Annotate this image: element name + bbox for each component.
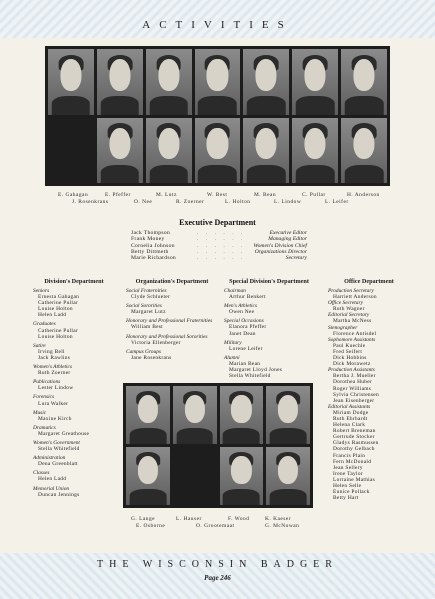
portrait-photo [195,118,241,184]
category-label: Military [224,339,242,346]
category-label: Editorial Secretary [328,312,370,319]
category-label: Stenographer [328,324,358,331]
page-title: ACTIVITIES [142,19,293,31]
staff-name: Harriett Anderson [333,294,377,301]
bottom-photo-panel [123,383,313,508]
category-label: Women's Government [33,439,80,446]
category-label: Production Secretary [328,288,374,294]
portrait-photo [97,49,143,115]
category-label: Editorial Assistants [328,403,371,410]
staff-name: Louise Holton [38,306,73,313]
staff-name: Dorothy Gelbach [333,446,375,453]
category-label: Administration [33,455,66,462]
category-label: Alumni [224,354,240,361]
portrait-photo [126,447,170,505]
category-label: Graduates [33,321,56,328]
staff-name: Betty Hart [333,495,359,502]
category-label: Women's Athletics [33,364,73,371]
staff-name: Ruth Ehrhardt [333,415,368,422]
portrait-photo [292,118,338,184]
staff-name: Clyde Schlueter [131,294,171,301]
category-label: Honorary and Professional Sororities [126,333,208,340]
executive-row: Marie Richardson . . . . . . Secretary [131,255,307,262]
staff-name: Janet Dean [229,330,256,337]
category-label: Seniors [33,288,50,294]
staff-name: Marian Bean [229,360,261,367]
staff-name: Lura Walker [38,400,69,407]
column-special-divisions [224,278,314,382]
portrait-photo [341,49,387,115]
column-heading: Organization's Department [135,278,209,285]
column-divisions [33,278,115,501]
staff-name: Dena Greenblatt [38,461,78,468]
staff-name: Margaret Greathouse [38,430,90,437]
category-label: Classes [33,470,50,477]
staff-name: Irene Taylor [333,470,363,477]
staff-name: Duncan Jennings [38,491,80,498]
staff-name: Fern McDonald [333,458,372,465]
staff-name: Dick Hobbins [333,355,367,362]
top-photo-panel [45,46,390,186]
portrait-photo [146,118,192,184]
staff-name: Helen Selle [333,483,362,489]
staff-name: Gladys Rasmussen [333,440,379,447]
footer-title: THE WISCONSIN BADGER [97,559,338,570]
staff-name: Stella Whitefield [38,446,80,453]
staff-name: Lorene Leifer [229,345,263,352]
staff-name: Lester Lindow [38,385,74,392]
category-label: Satire [33,342,46,349]
category-label: Social Sororities [126,303,162,310]
staff-name: Roger Williams [333,385,372,392]
portrait-photo [266,386,310,444]
executive-row: Betty Dittmeth . . . . . . Organizations Director [131,248,307,255]
staff-name: Bertha J. Mueller [333,373,376,380]
executive-row: Cornelia Johnson . . . . . . Women's Division Chief [131,242,307,249]
column-heading: Special Division's Department [229,278,309,285]
column-heading: Office Department [344,278,394,285]
category-label: Music [33,409,47,416]
column-heading: Division's Department [44,278,104,285]
staff-name: Miriam Dodge [333,409,369,416]
portrait-photo [97,118,143,184]
staff-name: Jack Rawlins [38,354,71,361]
category-label: Sophomore Assistants [328,336,376,343]
staff-name: Owen Nee [229,309,255,316]
category-label: Men's Athletics [224,303,257,310]
staff-name: Helena Clark [333,422,366,429]
staff-name: Arthur Benkert [229,294,266,301]
staff-name: Florence Antisdel [333,330,377,337]
column-organizations [126,278,218,364]
portrait-photo [243,49,289,115]
staff-name: Francis Plain [333,452,366,459]
category-label: Production Assistants [328,367,375,374]
staff-name: Catherine Pullar [38,327,78,334]
portrait-photo [341,118,387,184]
staff-name: Helen Ladd [38,312,67,319]
portrait-photo [173,386,217,444]
executive-row: Jack Thompson . . . . . . Executive Editor [131,230,307,236]
category-label: Honorary and Professional Fraternities [126,318,213,325]
staff-name: Ruth Wagner [333,306,365,313]
category-label: Social Fraternities [126,288,167,294]
portrait-photo [126,386,170,444]
portrait-photo [220,386,264,444]
category-label: Publications [33,379,61,386]
staff-name: Martha McNess [333,318,372,325]
executive-heading: Executive Department [179,218,256,227]
staff-name: Jean Sellery [333,464,363,471]
staff-name: Sylvia Christensen [333,391,379,398]
executive-row: Frank Money . . . . . . Managing Editor [131,236,307,243]
portrait-photo [243,118,289,184]
category-label: Memorial Union [33,485,70,492]
staff-name: Maxine Kirch [38,415,72,422]
staff-name: Ruth Zoerner [38,370,71,377]
category-label: Special Occasions [224,318,264,325]
staff-name: Elanora Pfeffer [229,324,267,331]
portrait-photo [146,49,192,115]
category-label: Forensics [33,394,55,401]
staff-name: Dorothea Huber [333,379,373,386]
staff-name: Stella Whitefield [229,373,271,380]
staff-name: Louise Holton [38,333,73,340]
staff-name: Jean Eisenberger [333,397,375,404]
staff-name: Jane Rosenkrans [131,354,172,361]
staff-name: Irving Bell [38,348,65,355]
staff-name: Eunice Pollack [333,489,370,496]
staff-name: Gertrude Stocker [333,434,375,441]
staff-name: Catherine Pullar [38,300,78,307]
category-label: Chairman [224,288,246,294]
category-label: Campus Groups [126,348,161,355]
staff-name: Ernesta Gahagan [38,294,80,301]
portrait-photo [292,49,338,115]
portrait-photo [266,447,310,505]
staff-name: Paul Kuechle [333,342,366,349]
portrait-photo [48,49,94,115]
staff-name: Helen Ladd [38,476,67,483]
staff-name: Dick Morawetz [333,361,371,368]
column-office [328,278,410,501]
staff-name: Margaret Lloyd Jones [229,367,283,374]
staff-name: Margaret Lutz [131,309,166,316]
staff-name: Fred Seifert [333,348,363,355]
staff-name: Robert Breneman [333,428,376,435]
staff-name: Victoria Ellenberger [131,339,181,346]
category-label: Dramatics [33,424,56,431]
portrait-photo [220,447,264,505]
portrait-photo [195,49,241,115]
staff-name: William Best [131,324,163,331]
page-number: Page 246 [204,574,231,582]
category-label: Office Secretary [328,300,363,307]
executive-list [131,230,307,261]
staff-name: Lorraine Mathias [333,476,376,483]
